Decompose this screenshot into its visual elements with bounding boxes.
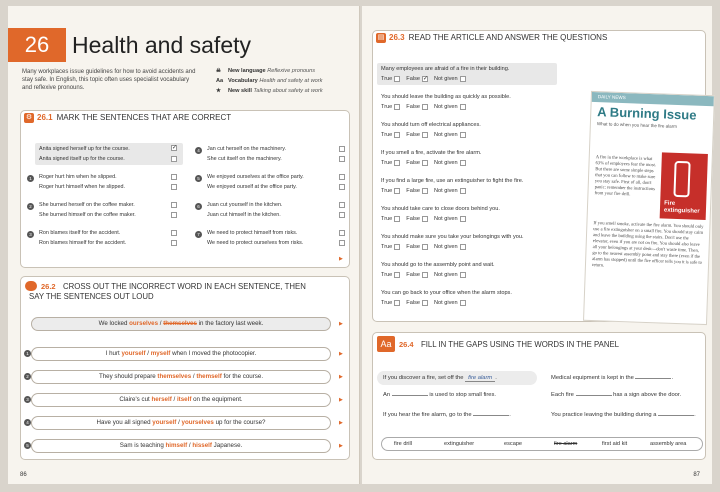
gap-sentence: An is used to stop small fires. <box>383 392 497 398</box>
checkbox[interactable]: ✓ <box>172 145 178 151</box>
item-number: 2 <box>27 203 34 210</box>
exercise-number: 26.4 <box>399 340 414 349</box>
image-caption: Fire extinguisher <box>663 200 700 215</box>
item-number: 7 <box>195 231 202 238</box>
speaker-icon[interactable]: ▶ <box>339 397 343 403</box>
checkbox[interactable] <box>171 174 177 180</box>
checkbox[interactable] <box>460 300 466 306</box>
checkbox[interactable] <box>339 202 345 208</box>
checkbox[interactable] <box>339 146 345 152</box>
sentence-row: Have you all signed yourself / yourselves up for the course? <box>31 416 331 430</box>
gap-blank[interactable] <box>473 415 509 416</box>
checkbox[interactable] <box>460 216 466 222</box>
checkbox[interactable]: ✓ <box>422 75 429 82</box>
book-icon: ▤ <box>377 34 385 41</box>
article-title: A Burning Issue <box>597 104 697 123</box>
checkbox[interactable] <box>460 160 466 166</box>
checkbox[interactable] <box>394 104 400 110</box>
gap-sentence: You practice leaving the building during a . <box>551 412 696 418</box>
answer-options: True False Not given <box>381 103 472 111</box>
sentence: Roger hurt him when he slipped. <box>39 174 117 180</box>
example-row: We locked ourselves / themselves in the factory last week. <box>31 317 331 331</box>
checkbox[interactable] <box>460 104 466 110</box>
right-page <box>362 6 712 484</box>
checkbox[interactable] <box>422 132 428 138</box>
item-number: 5 <box>24 442 31 449</box>
item-number: 1 <box>24 350 31 357</box>
checkbox[interactable] <box>422 216 428 222</box>
answer-options: True False Not given <box>381 131 472 139</box>
checkbox[interactable] <box>460 132 466 138</box>
vocab-badge-icon: Aa <box>377 336 395 352</box>
gap-blank[interactable] <box>576 395 612 396</box>
panel-word[interactable]: first aid kit <box>602 441 628 447</box>
unit-legend <box>216 66 356 96</box>
vocab-icon: Aa <box>216 78 224 84</box>
gears-icon: ⚙ <box>25 114 33 121</box>
article-tag: DAILY NEWS <box>592 92 714 106</box>
sentence: Jan cut herself on the machinery. <box>207 146 287 152</box>
checkbox[interactable] <box>394 160 400 166</box>
checkbox[interactable] <box>422 244 428 250</box>
question: If you smell a fire, activate the fire alarm. <box>381 150 482 156</box>
exercise-26-4 <box>372 332 706 460</box>
star-icon: ★ <box>216 88 222 94</box>
checkbox[interactable] <box>339 230 345 236</box>
panel-word[interactable]: escape <box>504 441 523 447</box>
answer-options: True False ✓ Not given <box>381 75 472 83</box>
checkbox[interactable] <box>460 272 466 278</box>
item-number: 1 <box>27 175 34 182</box>
answer-options: True False Not given <box>381 243 472 251</box>
item-number: 2 <box>24 373 31 380</box>
item-number: 5 <box>195 175 202 182</box>
question: You should take care to close doors behind you. <box>381 206 500 212</box>
exercise-header: ⚙ 26.1 MARK THE SENTENCES THAT ARE CORRECT <box>25 113 232 122</box>
checkbox[interactable] <box>171 240 177 246</box>
question: If you find a large fire, use an extinguisher to fight the fire. <box>381 178 524 184</box>
checkbox[interactable] <box>171 212 177 218</box>
exercise-title-line2: SAY THE SENTENCES OUT LOUD <box>29 292 154 301</box>
sentence-row: I hurt yourself / myself when I moved the photocopier. <box>31 347 331 361</box>
item-number: 3 <box>27 231 34 238</box>
checkbox[interactable] <box>460 188 466 194</box>
sentence: Anita signed herself up for the course. <box>39 146 130 152</box>
skull-icon: ☠ <box>216 68 222 74</box>
legend-vocabulary: Aa Vocabulary Health and safety at work <box>216 78 323 84</box>
speaker-icon[interactable]: ▶ <box>339 256 343 262</box>
sentence: Ron blames itself for the accident. <box>39 230 121 236</box>
page-number: 87 <box>693 472 700 478</box>
gap-blank[interactable] <box>392 395 428 396</box>
checkbox[interactable] <box>422 160 428 166</box>
speaker-icon[interactable]: ▶ <box>339 443 343 449</box>
sentence-row: Sam is teaching himself / hisself Japanese. <box>31 439 331 453</box>
sentence: We need to protect himself from risks. <box>207 230 298 236</box>
checkbox[interactable] <box>394 272 400 278</box>
question: You should go to the assembly point and wait. <box>381 262 495 268</box>
left-page <box>8 6 360 484</box>
sentence: We enjoyed ourself at the office party. <box>207 184 297 190</box>
checkbox[interactable] <box>394 216 400 222</box>
speaker-icon[interactable]: ▶ <box>339 420 343 426</box>
gap-sentence: If you hear the fire alarm, go to the . <box>383 412 511 418</box>
checkbox[interactable] <box>339 212 345 218</box>
question: You should turn off electrical appliances. <box>381 122 481 128</box>
item-number: 6 <box>195 203 202 210</box>
checkbox[interactable] <box>171 156 177 162</box>
exercise-26-2 <box>20 276 350 460</box>
speaker-icon[interactable]: ▶ <box>339 374 343 380</box>
sentence: She burned himself on the coffee maker. <box>39 212 136 218</box>
checkbox[interactable] <box>394 300 400 306</box>
checkbox[interactable] <box>422 300 428 306</box>
panel-word[interactable]: extinguisher <box>444 441 475 447</box>
answer-options: True False Not given <box>381 299 472 307</box>
sentence: We enjoyed ourselves at the office party. <box>207 174 304 180</box>
checkbox[interactable] <box>394 76 400 82</box>
panel-word[interactable]: assembly area <box>650 441 687 447</box>
gap-blank[interactable] <box>658 415 694 416</box>
legend-new-skill: ★ New skill Talking about safety at work <box>216 88 323 94</box>
gap-sentence: If you discover a fire, set off the fire alarm . <box>383 375 497 381</box>
answer-options: True False Not given <box>381 215 472 223</box>
exercise-title-line1: CROSS OUT THE INCORRECT WORD IN EACH SENTENCE, THEN <box>63 282 306 291</box>
checkbox[interactable] <box>394 188 400 194</box>
item-number: 4 <box>24 419 31 426</box>
question: Many employees are afraid of a fire in their building. <box>381 66 510 72</box>
sentence: Roger hurt himself when he slipped. <box>39 184 125 190</box>
answer-options: True False Not given <box>381 159 472 167</box>
article-subtitle: What to do when you hear the fire alarm <box>596 121 677 129</box>
item-number: 4 <box>195 147 202 154</box>
gap-sentence: Medical equipment is kept in the . <box>551 375 674 381</box>
question: You should leave the building as quickly as possible. <box>381 94 511 100</box>
speaker-icon[interactable]: ▶ <box>339 321 343 327</box>
gap-blank[interactable] <box>635 378 671 379</box>
sentence: Ron blames himself for the accident. <box>39 240 127 246</box>
exercise-number: 26.2 <box>41 282 56 291</box>
speech-bubble-icon <box>25 281 37 291</box>
checkbox[interactable] <box>171 230 177 236</box>
checkbox[interactable] <box>394 132 400 138</box>
sentence-row: Claire's cut herself / itself on the equipment. <box>31 393 331 407</box>
sentence: Juan cut yourself in the kitchen. <box>207 202 283 208</box>
sentence: We need to protect ourselves from risks. <box>207 240 304 246</box>
sentence: Anita signed itself up for the course. <box>39 156 125 162</box>
exercise-26-1 <box>20 110 350 268</box>
answer-options: True False Not given <box>381 187 472 195</box>
checkbox[interactable] <box>339 174 345 180</box>
checkbox[interactable] <box>460 244 466 250</box>
panel-word[interactable]: fire alarm <box>554 441 578 447</box>
question: You should make sure you take your belongings with you. <box>381 234 524 240</box>
checkbox[interactable] <box>339 240 345 246</box>
exercise-header: ▤ 26.3 READ THE ARTICLE AND ANSWER THE QUESTIONS <box>377 33 608 42</box>
page-number: 86 <box>20 472 27 478</box>
unit-number: 26 <box>8 28 66 62</box>
fire-extinguisher-icon <box>673 161 690 198</box>
checkbox[interactable] <box>422 104 428 110</box>
intro-text: Many workplaces issue guidelines for how to avoid accidents and stay safe. In English, this topic often uses specialist vocabulary and reflexive pronouns. <box>22 69 196 91</box>
checkbox[interactable] <box>339 156 345 162</box>
checkbox[interactable] <box>339 184 345 190</box>
checkbox[interactable] <box>422 188 428 194</box>
legend-new-language: ☠ New language Reflexive pronouns <box>216 68 316 74</box>
newspaper-article <box>583 91 715 325</box>
question: You can go back to your office when the alarm stops. <box>381 290 512 296</box>
sentence-row: They should prepare themselves / themself for the course. <box>31 370 331 384</box>
gap-sentence: Each fire has a sign above the door. <box>551 392 682 398</box>
checkbox[interactable] <box>171 184 177 190</box>
checkbox[interactable] <box>171 202 177 208</box>
word-panel <box>381 437 703 451</box>
exercise-26-3 <box>372 30 706 322</box>
fire-extinguisher-image <box>660 152 708 220</box>
panel-word[interactable]: fire drill <box>394 441 413 447</box>
sentence: Juan cut himself in the kitchen. <box>207 212 281 218</box>
sentence: She burned herself on the coffee maker. <box>39 202 135 208</box>
article-text-1: A fire in the workplace is what 63% of employees fear the most. But there are some simple steps that you can follow to make sure you stay safe. First of all, don't panic: remember the instructions from your fire drill. <box>594 154 657 197</box>
checkbox[interactable] <box>422 272 428 278</box>
checkbox[interactable] <box>460 76 466 82</box>
sentence: She cut itself on the machinery. <box>207 156 282 162</box>
item-number: 3 <box>24 396 31 403</box>
answer-options: True False Not given <box>381 271 472 279</box>
exercise-title: FILL IN THE GAPS USING THE WORDS IN THE PANEL <box>421 340 619 349</box>
speaker-icon[interactable]: ▶ <box>339 351 343 357</box>
article-text-2: If you smell smoke, activate the fire alarm. You should only use a fire extinguisher on a small fire. You should stay calm and leave the building using the stairs. Don't use the elevator, even if you are not on fire. You should also leave all your belongings at your desk—don't waste time. Then, go to the nearest assembly point and stay there (even if the alarm has stopped) until the fire officer tells you it is safe to return. <box>591 220 704 268</box>
checkbox[interactable] <box>394 244 400 250</box>
unit-title: Health and safety <box>72 32 252 58</box>
